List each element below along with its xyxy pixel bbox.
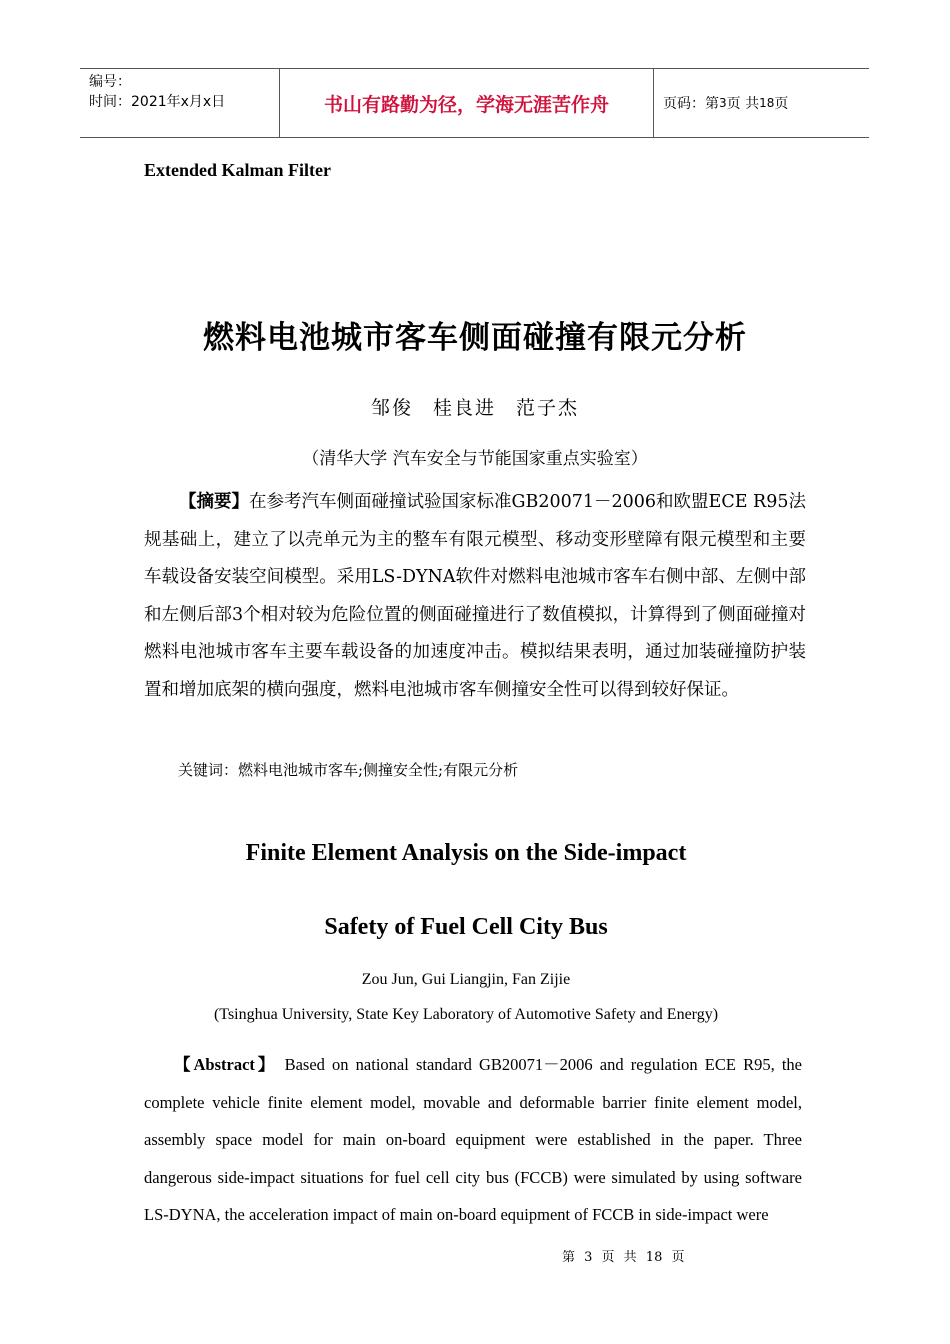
english-authors: Zou Jun, Gui Liangjin, Fan Zijie xyxy=(361,971,571,988)
chinese-abstract-text: 在参考汽车侧面碰撞试验国家标准GB20071－2006和欧盟ECE R95法规基础上，建立了以壳单元为主的整车有限元模型、移动变形壁障有限元模型和主要车载设备安装空间模型。采用LS-DYNA软件对燃料电池城市客车右侧中部、左侧中部和左侧后部3个相对较为危险位置的侧面碰撞进行了数值模拟，计算得到了侧面碰撞对燃料电池城市客车主要车载设备的加速度冲击。模拟结果表明，通过加装碰撞防护装置和增加底架的横向强度，燃料电池城市客车侧撞安全性可以得到较好保证。 xyxy=(144,492,806,700)
header-meta-cell xyxy=(80,69,280,137)
english-abstract xyxy=(144,1046,802,1234)
chinese-abstract-tag: 【摘要】 xyxy=(179,492,249,512)
chinese-affiliation: （清华大学 汽车安全与节能国家重点实验室） xyxy=(302,449,648,469)
page-footer: 第 3 页 共 18 页 xyxy=(562,1250,685,1265)
english-affiliation: (Tsinghua University, State Key Laboratory of Automotive Safety and Energy) xyxy=(213,1006,719,1023)
page-label-mid: 页 共 xyxy=(726,96,760,112)
page-total: 18 xyxy=(759,96,775,110)
header-motto-cell xyxy=(280,69,654,137)
chinese-keywords: 关键词：燃料电池城市客车;侧撞安全性;有限元分析 xyxy=(178,761,519,779)
chinese-title: 燃料电池城市客车侧面碰撞有限元分析 xyxy=(203,320,747,356)
previous-keyword-line: Extended Kalman Filter xyxy=(144,160,331,180)
english-title-line-1: Finite Element Analysis on the Side-impact xyxy=(245,840,687,866)
chinese-abstract xyxy=(144,484,806,709)
page-label-prefix: 页码：第 xyxy=(663,96,719,112)
chinese-authors: 邹俊 桂良进 范子杰 xyxy=(370,397,580,419)
motto-text: 书山有路勤为径，学海无涯苦作舟 xyxy=(323,93,609,116)
page-current: 3 xyxy=(719,96,727,110)
page-header xyxy=(80,68,869,138)
page-label-suffix: 页 xyxy=(774,96,789,112)
header-page-cell xyxy=(654,69,869,137)
english-abstract-tag: 【Abstract】 xyxy=(174,1055,278,1074)
serial-label: 编号： xyxy=(89,74,131,90)
english-abstract-text: Based on national standard GB20071－2006 and regulation ECE R95, the complete vehicle finite element model, movable and deformable barrier finite element model, assembly space model for main on-board equipment were established in the paper. Three dangerous side-impact situations for fuel cell city bus (FCCB) were simulated by using software LS-DYNA, the acceleration impact of main on-board equipment of FCCB in side-impact were xyxy=(144,1055,802,1224)
time-label: 时间：2021年x月x日 xyxy=(89,94,226,110)
english-title-line-2: Safety of Fuel Cell City Bus xyxy=(324,914,608,940)
